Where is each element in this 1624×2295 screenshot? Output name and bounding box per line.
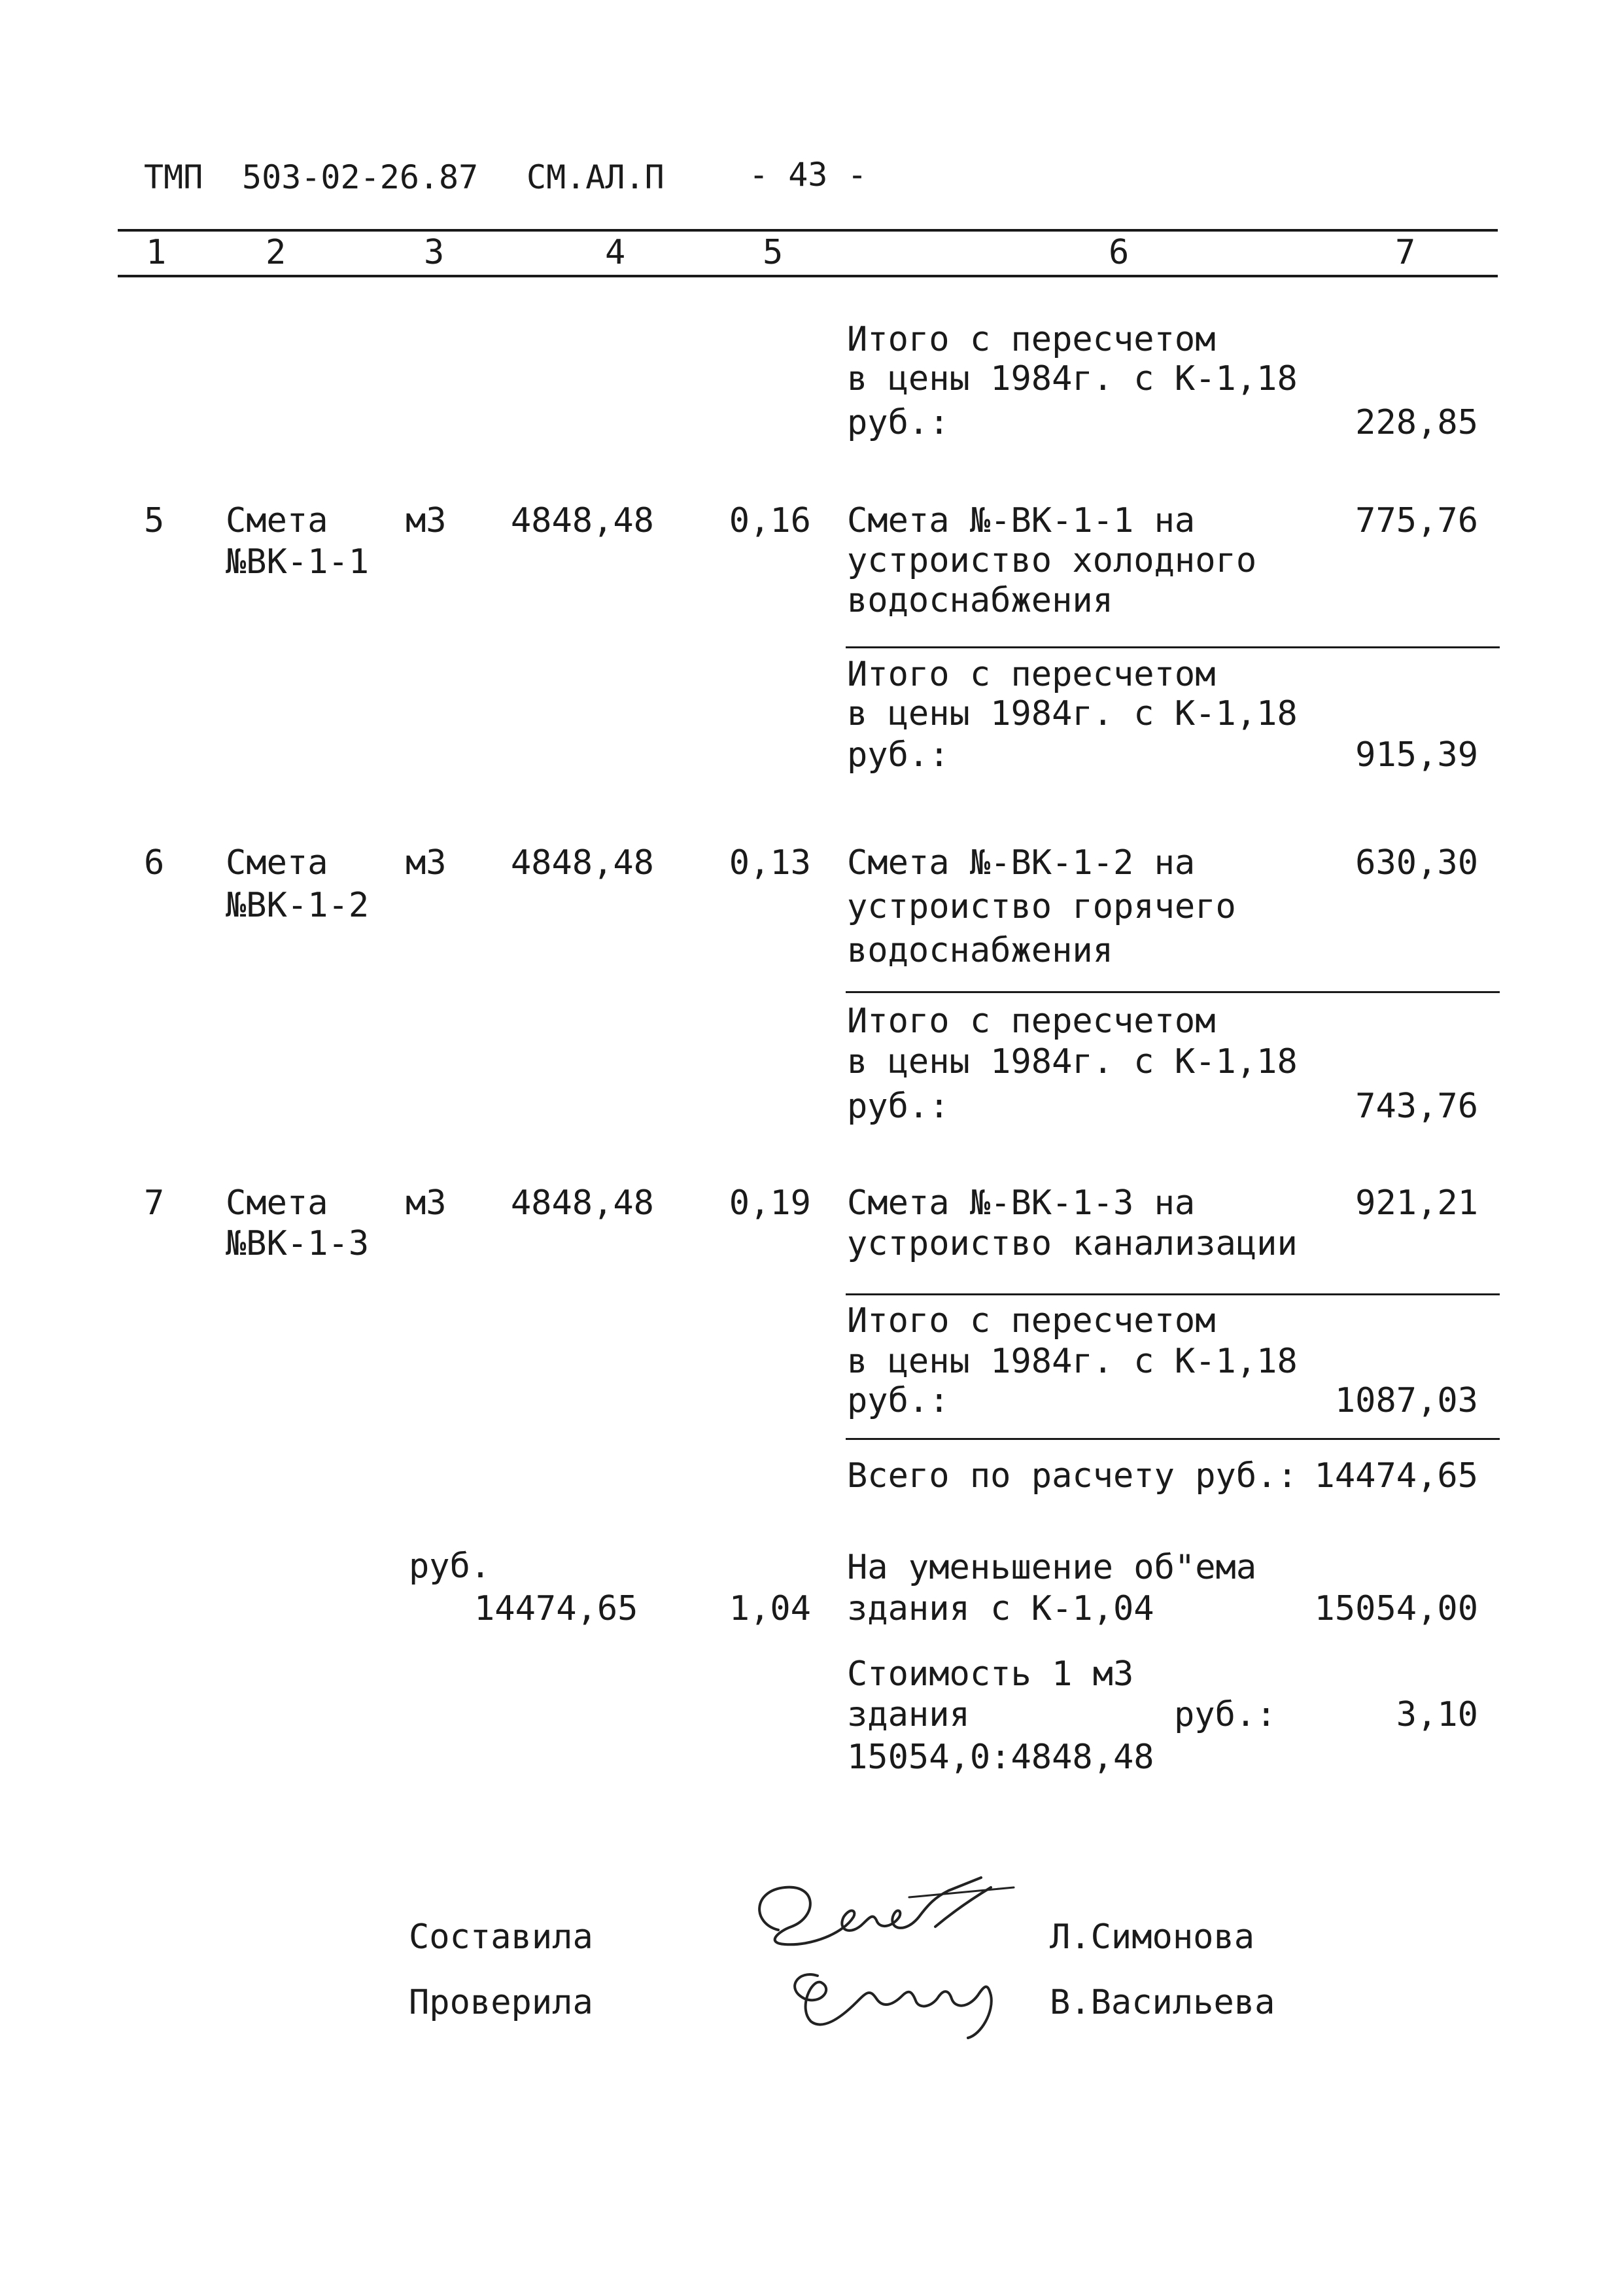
row6-doc-line-1: Смета	[226, 843, 328, 883]
row6-total-line-1: Итого с пересчетом	[847, 1002, 1216, 1041]
row7-doc-line-2: №ВК-1-3	[226, 1224, 370, 1263]
row5-doc-line-2: №ВК-1-1	[226, 542, 370, 582]
reduction-desc-line-1: На уменьшение об"ема	[847, 1548, 1257, 1587]
row5-total-line-2: в цены 1984г. с К-1,18	[847, 694, 1298, 733]
row5-total-line-1: Итого с пересчетом	[847, 655, 1216, 694]
signature-compiled-icon	[739, 1871, 1020, 1956]
row5-amount: 775,76	[1355, 501, 1478, 540]
doc-code: ТМП	[144, 158, 203, 196]
row6-amount: 630,30	[1355, 843, 1478, 883]
row5-total-line-3: руб.:	[847, 735, 950, 775]
top-total-amount: 228,85	[1355, 403, 1478, 442]
row5-desc-line-1: Смета №-ВК-1-1 на	[847, 501, 1196, 540]
row6-total-amount: 743,76	[1355, 1087, 1478, 1126]
top-total-line-2: в цены 1984г. с К-1,18	[847, 359, 1298, 398]
row5-total-amount: 915,39	[1355, 735, 1478, 775]
project-number: 503-02-26.87	[242, 158, 479, 196]
row6-desc-line-1: Смета №-ВК-1-2 на	[847, 843, 1196, 883]
row6-num: 6	[144, 843, 165, 883]
row7-rate: 0,19	[729, 1183, 811, 1223]
unit-cost-amount: 3,10	[1396, 1695, 1478, 1734]
row7-subtotal-rule	[846, 1293, 1500, 1295]
header-rule-bottom	[118, 275, 1498, 277]
checked-by-name: В.Васильева	[1050, 1983, 1275, 2022]
row7-total-amount: 1087,03	[1334, 1381, 1478, 1420]
row6-total-line-2: в цены 1984г. с К-1,18	[847, 1042, 1298, 1081]
row6-unit: м3	[406, 843, 447, 883]
checked-by-label: Проверила	[409, 1983, 593, 2022]
header-rule-top	[118, 229, 1498, 232]
grand-total-label: Всего по расчету руб.:	[847, 1456, 1298, 1496]
row6-total-line-3: руб.:	[847, 1087, 950, 1126]
row6-desc-line-2: устроиство горячего	[847, 887, 1236, 926]
row5-qty: 4848,48	[510, 501, 654, 540]
row6-subtotal-rule	[846, 991, 1500, 993]
col-header-1: 1	[146, 233, 167, 272]
row7-amount: 921,21	[1355, 1183, 1478, 1223]
unit-cost-line-3: 15054,0:4848,48	[847, 1738, 1154, 1777]
row6-desc-line-3: водоснабжения	[847, 931, 1113, 970]
reduction-base: 14474,65	[474, 1589, 638, 1628]
row7-total-line-2: в цены 1984г. с К-1,18	[847, 1342, 1298, 1381]
row5-num: 5	[144, 501, 165, 540]
row7-unit: м3	[406, 1183, 447, 1223]
row5-rate: 0,16	[729, 501, 811, 540]
row7-doc-line-1: Смета	[226, 1183, 328, 1223]
row7-total-line-3: руб.:	[847, 1381, 950, 1420]
row5-unit: м3	[406, 501, 447, 540]
reduction-unit: руб.	[409, 1547, 491, 1586]
top-total-line-3: руб.:	[847, 403, 950, 442]
row7-desc-line-2: устроиство канализации	[847, 1224, 1298, 1263]
row7-num: 7	[144, 1183, 165, 1223]
row7-desc-line-1: Смета №-ВК-1-3 на	[847, 1183, 1196, 1223]
reduction-desc-line-2: здания с К-1,04	[847, 1589, 1154, 1628]
row6-doc-line-2: №ВК-1-2	[226, 886, 370, 925]
page-number: - 43 -	[749, 156, 867, 194]
col-header-5: 5	[763, 233, 784, 272]
unit-cost-line-2a: здания	[847, 1695, 970, 1734]
top-total-line-1: Итого с пересчетом	[847, 320, 1216, 359]
row5-doc-line-1: Смета	[226, 501, 328, 540]
grand-total-amount: 14474,65	[1314, 1456, 1478, 1496]
compiled-by-label: Составила	[409, 1918, 593, 1957]
col-header-6: 6	[1109, 233, 1130, 272]
col-header-7: 7	[1395, 233, 1416, 272]
col-header-2: 2	[266, 233, 286, 272]
row5-desc-line-2: устроиство холодного	[847, 541, 1257, 580]
reduction-coef: 1,04	[729, 1589, 811, 1628]
row5-subtotal-rule	[846, 646, 1500, 648]
unit-cost-line-1: Стоимость 1 м3	[847, 1655, 1134, 1694]
album-code: СМ.АЛ.П	[527, 158, 665, 196]
col-header-4: 4	[605, 233, 626, 272]
compiled-by-name: Л.Симонова	[1050, 1918, 1255, 1957]
row6-rate: 0,13	[729, 843, 811, 883]
row6-qty: 4848,48	[510, 843, 654, 883]
row7-total-line-1: Итого с пересчетом	[847, 1301, 1216, 1340]
grand-total-rule	[846, 1438, 1500, 1440]
row7-qty: 4848,48	[510, 1183, 654, 1223]
row5-desc-line-3: водоснабжения	[847, 581, 1113, 620]
reduction-amount: 15054,00	[1314, 1589, 1478, 1628]
col-header-3: 3	[424, 233, 445, 272]
unit-cost-line-2b: руб.:	[1174, 1695, 1277, 1734]
signature-checked-icon	[772, 1950, 1033, 2041]
